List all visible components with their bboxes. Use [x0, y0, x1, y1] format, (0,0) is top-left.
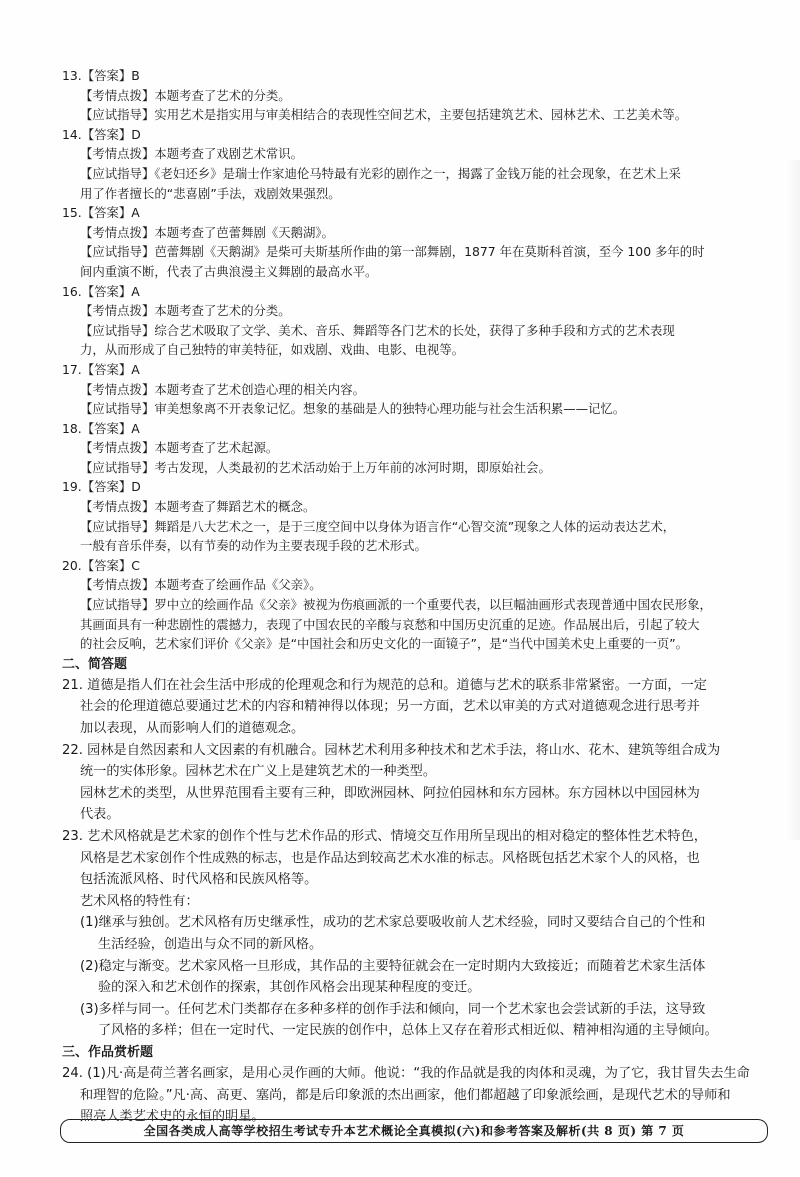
exam-point: 【考情点拨】本题考查了舞蹈艺术的概念。	[80, 499, 316, 515]
text-line: 包括流派风格、时代风格和民族风格等。	[80, 872, 318, 888]
text-line: 24. (1)凡·高是荷兰著名画家，是用心灵作画的大师。他说：“我的作品就是我的肉体和灵魂，为了它，我甘冒失去生命	[62, 1065, 750, 1081]
answer-item	[62, 477, 767, 555]
answer-item	[62, 125, 767, 203]
text-line: 23. 艺术风格就是艺术家的创作个性与艺术作品的形式、情境交互作用所呈现出的相对稳定的整体性艺术特色，	[62, 828, 707, 844]
answer-item	[62, 360, 767, 419]
text-line: 照亮人类艺术史的永恒的明星。	[80, 1109, 265, 1125]
exam-point: 【考情点拨】本题考查了芭蕾舞剧《天鹅湖》。	[80, 224, 335, 240]
guidance: 【应试指导】罗中立的绘画作品《父亲》被视为伤痕画派的一个重要代表，以巨幅油画形式表现普通中国农民形象，	[80, 597, 712, 613]
section-heading-appreciation: 三、作品赏析题	[62, 1044, 154, 1060]
guidance: 【应试指导】审美想象离不开表象记忆。想象的基础是人的独特心理功能与社会生活积累——记忆。	[80, 401, 626, 417]
exam-point: 【考情点拨】本题考查了艺术创造心理的相关内容。	[80, 381, 365, 397]
answer-label: 18.【答案】A	[62, 420, 140, 436]
text-line: 验的深入和艺术创作的探索，其创作风格会出现某种程度的变迁。	[98, 980, 481, 996]
text-line: 艺术风格的特性有：	[80, 893, 199, 909]
guidance: 【应试指导】考古发现，人类最初的艺术活动始于上万年前的冰河时期，即原始社会。	[80, 459, 551, 475]
guidance: 【应试指导】舞蹈是八大艺术之一，是于三度空间中以身体为语言作“心智交流”现象之人体的运动表达艺术，	[80, 518, 676, 534]
page-edge-shadow	[786, 160, 800, 840]
guidance: 【应试指导】《老妇还乡》是瑞士作家迪伦马特最有光彩的剧作之一，揭露了金钱万能的社会现象，在艺术上采	[80, 165, 681, 181]
text-line: 风格是艺术家创作个性成熟的标志，也是作品达到较高艺术水准的标志。风格既包括艺术家个人的风格，也	[80, 850, 700, 866]
answer-label: 15.【答案】A	[62, 205, 140, 221]
text-line: (2)稳定与渐变。艺术家风格一旦形成，其作品的主要特征就会在一定时期内大致接近；而随着艺术家生活体	[80, 958, 706, 974]
text-line: 加以表现，从而影响人们的道德观念。	[80, 721, 305, 736]
text-line: 和理智的危险。”凡·高、高更、塞尚，都是后印象派的杰出画家，他们都超越了印象派绘画，是现代艺术的导师和	[80, 1087, 731, 1103]
page-footer: 全国各类成人高等学校招生考试专升本艺术概论全真模拟(六)和参考答案及解析(共 8 页) 第 7 页	[60, 1119, 768, 1143]
exam-point: 【考情点拨】本题考查了绘画作品《父亲》。	[80, 577, 322, 593]
answer-item	[62, 66, 767, 125]
short-answer-22	[62, 740, 767, 826]
guidance: 【应试指导】实用艺术是指实用与审美相结合的表现性空间艺术，主要包括建筑艺术、园林艺术、工艺美术等。	[80, 107, 688, 123]
answer-label: 19.【答案】D	[62, 479, 141, 495]
guidance-continued: 一般有音乐伴奏，以有节奏的动作为主要表现手段的艺术形式。	[80, 538, 427, 554]
text-line: 生活经验，创造出与众不同的新风格。	[98, 936, 323, 952]
text-line: 社会的伦理道德总要通过艺术的内容和精神得以体现；另一方面，艺术以审美的方式对道德观念进行思考并	[80, 699, 700, 715]
answer-item	[62, 203, 767, 281]
guidance-continued: 其画面具有一种悲剧性的震撼力，表现了中国农民的辛酸与哀愁和中国历史沉重的足迹。作品展出后，引起了较大	[80, 616, 700, 632]
guidance: 【应试指导】芭蕾舞剧《天鹅湖》是柴可夫斯基所作曲的第一部舞剧，1877 年在莫斯科首演，至今 100 多年的时	[80, 244, 705, 260]
answer-label: 16.【答案】A	[62, 283, 140, 299]
text-line: 园林艺术的类型，从世界范围看主要有三种，即欧洲园林、阿拉伯园林和东方园林。东方园林以中国园林为	[80, 785, 700, 801]
exam-point: 【考情点拨】本题考查了艺术的分类。	[80, 303, 291, 319]
text-line: 了风格的多样；但在一定时代、一定民族的创作中，总体上又存在着形式相近似、精神相沟通的主导倾向。	[98, 1023, 718, 1039]
guidance-continued: 力，从而形成了自己独特的审美特征，如戏剧、戏曲、电影、电视等。	[80, 342, 465, 358]
answer-label: 17.【答案】A	[62, 361, 140, 377]
exam-point: 【考情点拨】本题考查了艺术起源。	[80, 440, 279, 456]
text-line: (3)多样与同一。任何艺术门类都存在多种多样的创作手法和倾向，同一个艺术家也会尝试新的手法，这导致	[80, 1001, 706, 1017]
appreciation-24	[62, 1063, 767, 1128]
exam-point: 【考情点拨】本题考查了艺术的分类。	[80, 87, 291, 103]
guidance-continued: 间内重演不断，代表了古典浪漫主义舞剧的最高水平。	[80, 263, 378, 279]
exam-point: 【考情点拨】本题考查了戏剧艺术常识。	[80, 146, 304, 162]
guidance: 【应试指导】综合艺术吸取了文学、美术、音乐、舞蹈等各门艺术的长处，获得了多种手段和方式的艺术表现	[80, 322, 675, 338]
answer-content	[62, 66, 767, 1128]
answer-item	[62, 282, 767, 360]
answer-label: 14.【答案】D	[62, 126, 141, 142]
answer-item	[62, 419, 767, 478]
text-line: 统一的实体形象。园林艺术在广义上是建筑艺术的一种类型。	[80, 764, 437, 780]
text-line: 代表。	[80, 807, 120, 823]
short-answer-21	[62, 675, 767, 740]
guidance-continued: 的社会反响，艺术家们评价《父亲》是“中国社会和历史文化的一面镜子”，是“当代中国美术史上重要的一页”。	[80, 636, 689, 652]
text-line: (1)继承与独创。艺术风格有历史继承性，成功的艺术家总要吸收前人艺术经验，同时又要结合自己的个性和	[80, 915, 706, 931]
guidance-continued: 用了作者擅长的“悲喜剧”手法，戏剧效果强烈。	[80, 185, 341, 201]
answer-item	[62, 556, 767, 654]
text-line: 22. 园林是自然因素和人文因素的有机融合。园林艺术利用多种技术和艺术手法，将山水、花木、建筑等组合成为	[62, 742, 721, 758]
section-heading-short-answer: 二、简答题	[62, 656, 128, 672]
short-answer-23	[62, 826, 767, 1042]
text-line: 21. 道德是指人们在社会生活中形成的伦理观念和行为规范的总和。道德与艺术的联系非常紧密。一方面，一定	[62, 677, 707, 693]
answer-label: 13.【答案】B	[62, 68, 140, 83]
answer-label: 20.【答案】C	[62, 557, 140, 573]
